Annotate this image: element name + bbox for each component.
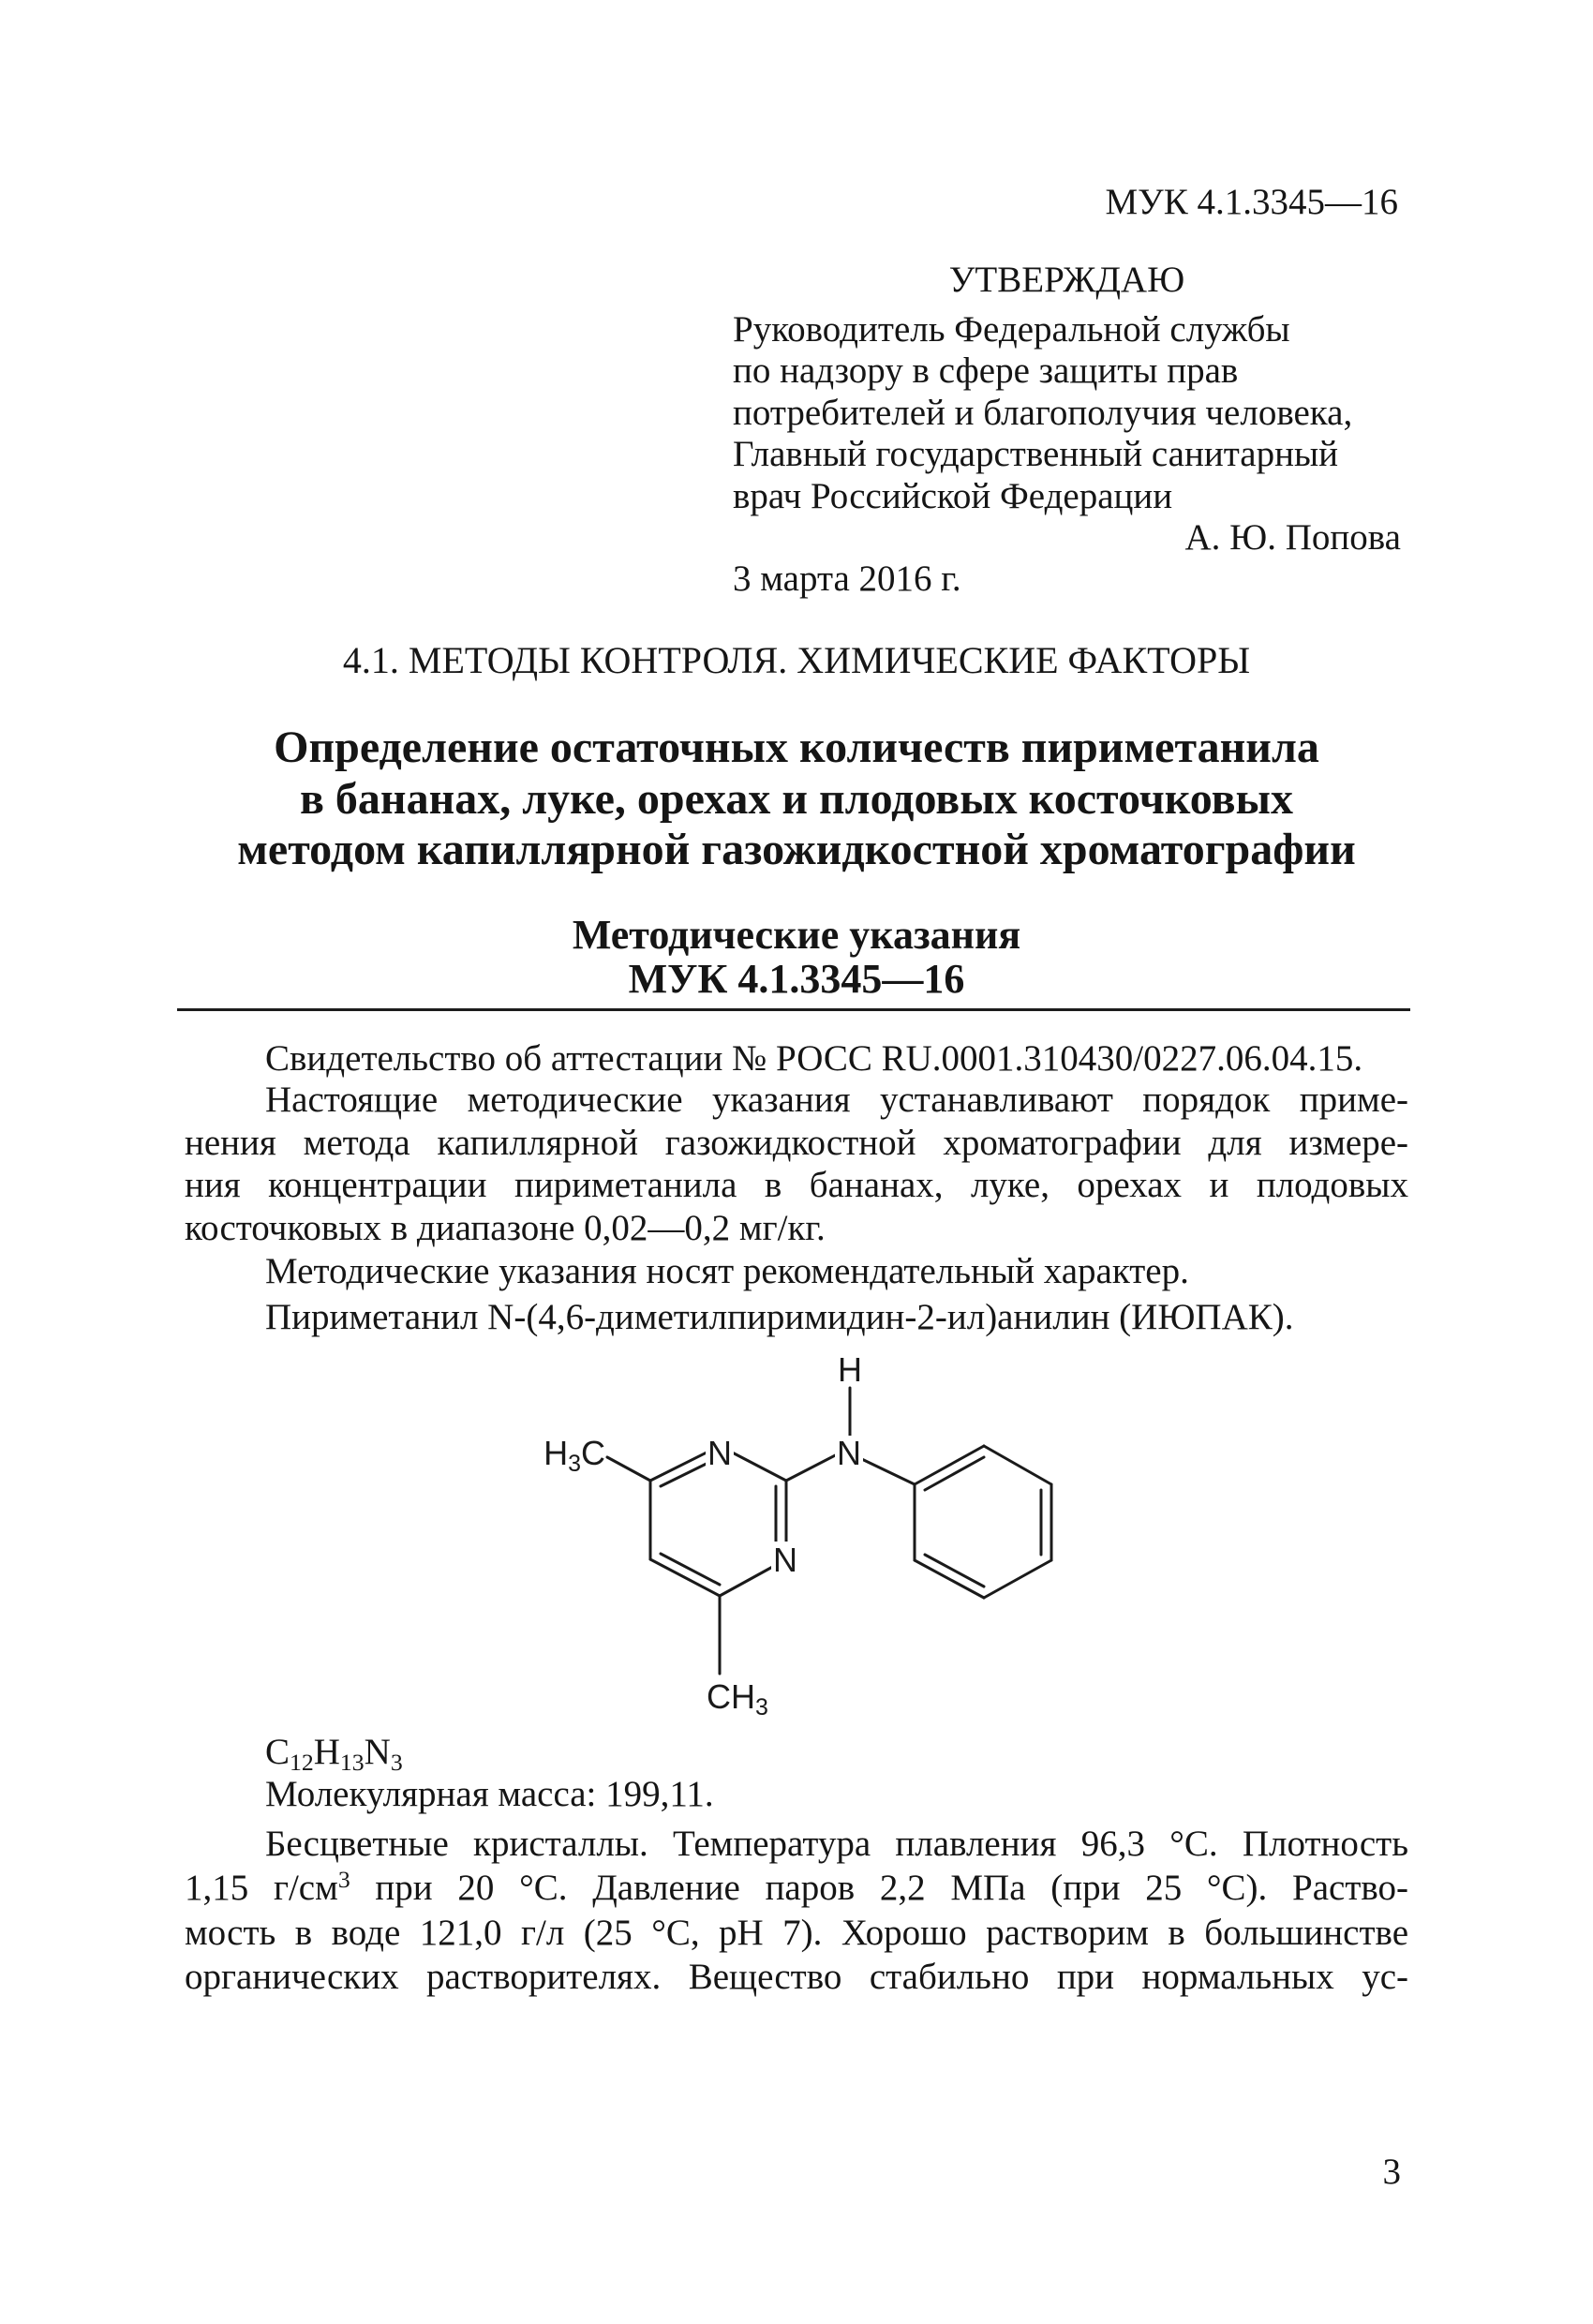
line-text: при 20 °С. Давление паров 2,2 МПа (при 25 °С). Раство- xyxy=(350,1868,1408,1909)
approval-block xyxy=(733,259,1401,601)
paragraph-line: мость в воде 121,0 г/л (25 °С, рН 7). Хорошо растворим в большинстве xyxy=(185,1912,1408,1953)
document-code-bold: МУК 4.1.3345—16 xyxy=(628,956,965,1002)
properties-paragraph xyxy=(185,1822,1408,1999)
paragraph-line xyxy=(185,1866,1408,1910)
approval-line: Главный государственный санитарный xyxy=(733,434,1339,475)
scope-paragraph xyxy=(185,1079,1408,1250)
atom-label-methyl-bottom xyxy=(707,1677,768,1721)
atom-subscript: 3 xyxy=(568,1451,581,1477)
bond xyxy=(915,1446,984,1484)
title-line: методом капиллярной газожидкостной хроматографии xyxy=(237,825,1356,874)
bond xyxy=(915,1560,984,1598)
bond xyxy=(984,1446,1051,1484)
bond xyxy=(984,1560,1051,1598)
approval-line: потребителей и благополучия человека, xyxy=(733,392,1353,433)
atom-label-ring-n: N xyxy=(773,1541,797,1579)
status-note: Методические указания носят рекомендательный характер. xyxy=(265,1251,1189,1291)
paragraph-line: косточковых в диапазоне 0,02—0,2 мг/кг. xyxy=(185,1208,826,1249)
paragraph-line: Бесцветные кристаллы. Температура плавления 96,3 °С. Плотность xyxy=(265,1824,1408,1864)
document-type: Методические указания xyxy=(572,912,1021,958)
paragraph-line: ния концентрации пириметанила в бананах, луке, орехах и плодовых xyxy=(185,1165,1408,1206)
superscript: 3 xyxy=(337,1866,350,1894)
approval-line: врач Российской Федерации xyxy=(733,475,1173,516)
approver-name: А. Ю. Попова xyxy=(1184,517,1401,559)
atom-symbol: C xyxy=(581,1434,605,1472)
certificate-line: Свидетельство об аттестации № РОСС RU.0001.310430/0227.06.04.15. xyxy=(265,1038,1363,1079)
approval-line: по надзору в сфере защиты прав xyxy=(733,350,1239,392)
document-title xyxy=(94,723,1499,876)
approval-line: Руководитель Федеральной службы xyxy=(733,309,1290,350)
atom-label-ring-n: N xyxy=(707,1434,732,1472)
document-subtitle xyxy=(94,913,1499,1001)
title-divider xyxy=(177,1008,1410,1011)
approval-date: 3 марта 2016 г. xyxy=(733,559,961,600)
formula-subscript: 12 xyxy=(290,1749,314,1777)
formula-subscript: 3 xyxy=(390,1749,403,1777)
atom-label-methyl-left xyxy=(543,1434,605,1477)
atom-symbol: CH xyxy=(707,1677,755,1716)
molar-mass: Молекулярная масса: 199,11. xyxy=(265,1774,714,1814)
document-code: МУК 4.1.3345—16 xyxy=(1105,182,1398,222)
approval-heading: УТВЕРЖДАЮ xyxy=(948,260,1185,300)
structural-formula xyxy=(506,1331,1106,1734)
section-heading: 4.1. МЕТОДЫ КОНТРОЛЯ. ХИМИЧЕСКИЕ ФАКТОРЫ xyxy=(342,639,1251,681)
paragraph-line: Настоящие методические указания устанавливают порядок приме- xyxy=(265,1080,1408,1120)
atom-subscript: 3 xyxy=(755,1694,768,1721)
paragraph-line: нения метода капиллярной газожидкостной хроматографии для измере- xyxy=(185,1122,1408,1163)
iupac-name: Пириметанил N-(4,6-диметилпиримидин-2-ил)анилин (ИЮПАК). xyxy=(265,1297,1294,1337)
formula-subscript: 13 xyxy=(339,1749,365,1777)
formula-element: C xyxy=(265,1732,290,1772)
atom-label-h: H xyxy=(838,1350,862,1389)
formula-element: H xyxy=(313,1732,340,1772)
atom-symbol: H xyxy=(543,1434,569,1472)
page-number: 3 xyxy=(1382,2152,1401,2192)
molecular-formula xyxy=(265,1731,403,1777)
title-line: в бананах, луке, орехах и плодовых косточковых xyxy=(299,773,1293,824)
paragraph-line: органических растворителях. Вещество стабильно при нормальных ус- xyxy=(185,1956,1408,1997)
title-line: Определение остаточных количеств пириметанила xyxy=(274,723,1319,772)
atom-label-amine-n: N xyxy=(837,1434,861,1472)
formula-element: N xyxy=(364,1732,391,1772)
line-text: 1,15 г/см xyxy=(185,1868,338,1909)
bond xyxy=(607,1457,650,1481)
